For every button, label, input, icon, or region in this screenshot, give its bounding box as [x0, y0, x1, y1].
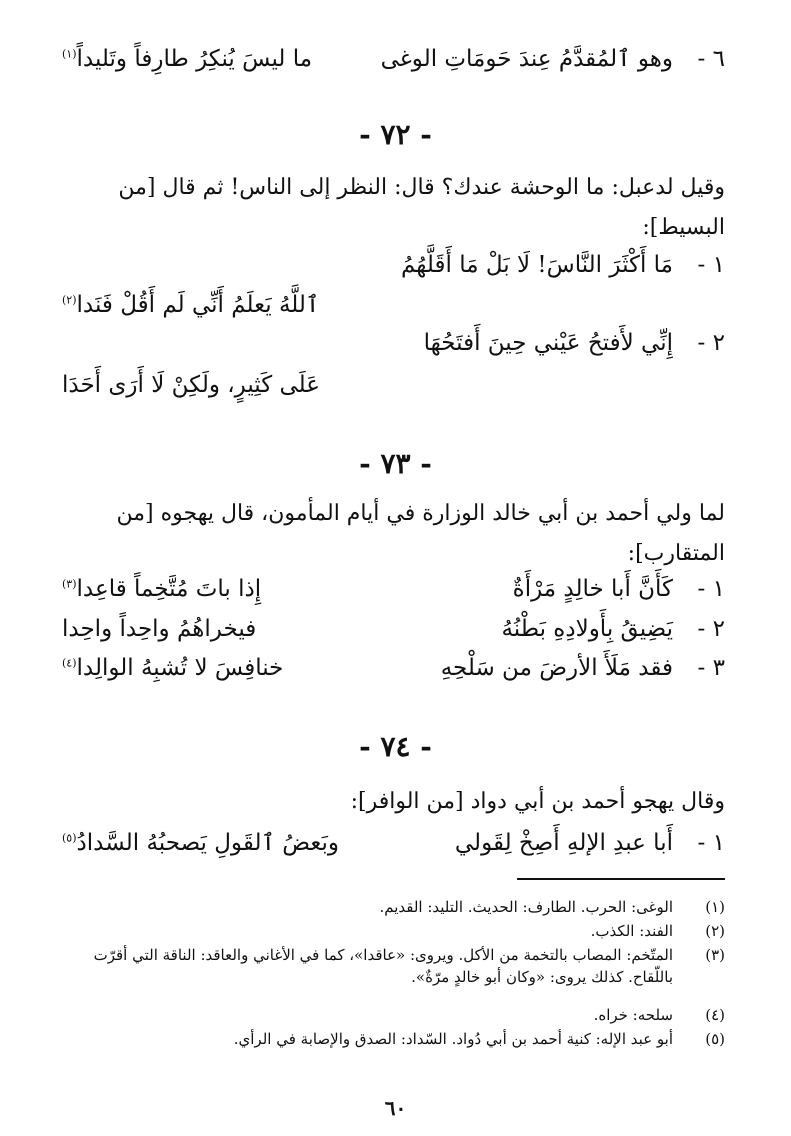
section-intro: لما ولي أحمد بن أبي خالد الوزارة في أيام المأمون، قال يهجوه [من المتقارب]: [116, 501, 725, 566]
page-number: ٦٠ [384, 1096, 407, 1120]
verse-hemistich-second: خنافِسَ لا تُشبِهُ الوالِدا$^{(٤)}$ [62, 655, 284, 681]
footnote-ref: (٥) [62, 831, 77, 845]
section-intro: وقال يهجو أحمد بن أبي دواد [من الوافر]: [350, 789, 725, 814]
verse-hemistich-second: عَلَى كَثِيرٍ، ولَكِنْ لَا أَرَى أَحَدَا [62, 372, 321, 398]
section-heading-74: - ٧٤ - [359, 730, 432, 763]
verse-hemistich-first: فقد مَلَأَ الأرضَ من سَلْحِهِ [440, 655, 673, 681]
footnote-ref: (٣) [62, 577, 77, 591]
footnote-number: (١) [705, 898, 725, 916]
verse-number: ٣ - [697, 655, 725, 681]
verse-hemistich-first: إِنِّي لأَفتحُ عَيْني حِينَ أَفتَحُهَا [423, 330, 673, 356]
verse-number: ٢ - [697, 330, 725, 356]
verse-hemistich-second: فيخراهُمُ واحِداً واحِدا [62, 616, 257, 642]
verse-number: ٦ - [697, 46, 725, 72]
verse-hemistich-first: كَأَنَّ أَبا خالِدٍ مَرْأَةٌ [512, 576, 673, 602]
footnote-text: الفند: الكذب. [590, 922, 673, 940]
verse-number: ٢ - [697, 616, 725, 642]
footnote-text: أبو عبد الإله: كنية أحمد بن أبي دُواد. السّداد: الصدق والإصابة في الرأي. [233, 1030, 673, 1048]
footnote-text: الوغى: الحرب. الطارف: الحديث. التليد: القديم. [379, 898, 673, 916]
verse-number: ١ - [697, 576, 725, 602]
footnote [62, 896, 725, 918]
footnote-number: (٥) [705, 1030, 725, 1048]
section-heading-72: - ٧٢ - [359, 118, 432, 151]
verse-hemistich-second: ما ليسَ يُنكِرُ طارِفاً وتَليداً$^{(١)}$ [62, 46, 313, 72]
verse-hemistich-second: ٱللَّهُ يَعلَمُ أَنِّي لَم أَقُلْ فَنَدا$^{(٢)}$ [62, 292, 320, 318]
verse-hemistich-first: أَبا عبدِ الإلهِ أَصِخْ لِقَولي [454, 830, 673, 856]
footnote-separator [517, 878, 725, 880]
section-heading-73: - ٧٣ - [359, 447, 432, 480]
footnote-number: (٢) [705, 922, 725, 940]
footnote-number: (٤) [705, 1006, 725, 1024]
section-intro: وقيل لدعبل: ما الوحشة عندك؟ قال: النظر إلى الناس! ثم قال [من البسيط]: [118, 175, 725, 240]
footnote-number: (٣) [705, 946, 725, 964]
footnote-ref: (٤) [62, 656, 77, 670]
footnote-text: سلحه: خراه. [593, 1006, 673, 1024]
footnote-text: المتّخم: المصاب بالتخمة من الأكل. ويروى: «عاقدا»، كما في الأغاني والعاقد: الناقة التي أقرّت باللّقاح. كذلك يروى: «وكان أبو خالدٍ مرّةٌ». [93, 946, 673, 986]
footnote-ref: (١) [62, 47, 77, 61]
verse-hemistich-first: مَا أَكْثَرَ النَّاسَ! لَا بَلْ مَا أَقَلَّهُمُ [400, 252, 673, 278]
footnote [62, 920, 725, 942]
footnote [62, 944, 725, 988]
verse-hemistich-second: إِذا باتَ مُتَّخِماً قاعِدا$^{(٣)}$ [62, 576, 262, 602]
footnote [62, 1028, 725, 1050]
verse-hemistich-first: يَضِيقُ بِأَولادِهِ بَطْنُهُ [501, 616, 673, 642]
footnote-ref: (٢) [62, 293, 77, 307]
verse-hemistich-first: وهو ٱلمُقدَّمُ عِندَ حَومَاتِ الوغى [380, 46, 673, 72]
verse-number: ١ - [697, 252, 725, 278]
verse-hemistich-second: وبَعضُ ٱلقَولِ يَصحبُهُ السَّدادُ$^{(٥)}$ [62, 830, 340, 856]
verse-number: ١ - [697, 830, 725, 856]
footnote [62, 1004, 725, 1026]
